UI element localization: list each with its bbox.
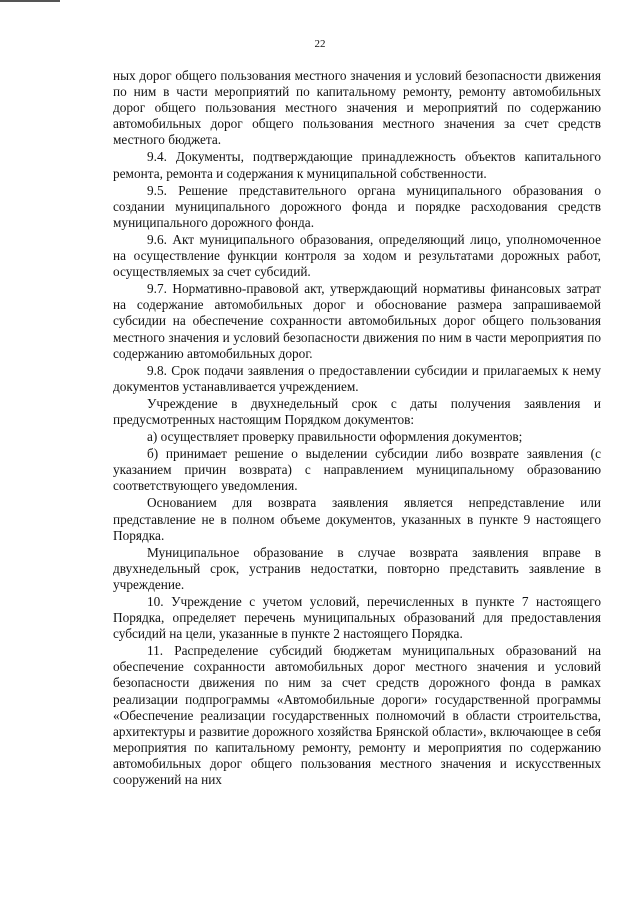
paragraph: Учреждение в двухнедельный срок с даты получения заявления и предусмотренных настоящим Порядком документов: — [113, 395, 601, 427]
paragraph: Муниципальное образование в случае возврата заявления вправе в двухнедельный срок, устранив недостатки, повторно представить заявление в учреждение. — [113, 544, 601, 592]
paragraph: ных дорог общего пользования местного значения и условий безопасности движения по ним в части мероприятий по капитальному ремонту, ремонту автомобильных дорог общего пользования местного значения и мероприятий по содержанию автомобильных дорог общего пользования местного значения за счет средств местного бюджета. — [113, 68, 601, 148]
paragraph: Основанием для возврата заявления является непредставление или представление не в полном объеме документов, указанных в пункте 9 настоящего Порядка. — [113, 495, 601, 543]
paragraph: 9.6. Акт муниципального образования, определяющий лицо, уполномоченное на осуществление функции контроля за ходом и результатами дорожных работ, осуществляемых за счет субсидий. — [113, 231, 601, 280]
page-number: 22 — [314, 38, 326, 50]
paragraph: 9.7. Нормативно-правовой акт, утверждающий нормативы финансовых затрат на содержание автомобильных дорог и обоснование размера запрашиваемой субсидии на обеспечение сохранности автомобильных дорог общего пользования местного значения и условий безопасности движения по ним в части мероприятия по содержанию автомобильных дорог. — [113, 281, 601, 361]
document-body — [113, 68, 601, 789]
paragraph: б) принимает решение о выделении субсидии либо возврате заявления (с указанием причин возврата) с направлением муниципальному образованию соответствующего уведомления. — [113, 446, 601, 494]
paragraph: а) осуществляет проверку правильности оформления документов; — [147, 429, 523, 445]
paragraph: 9.4. Документы, подтверждающие принадлежность объектов капитального ремонта, ремонта и содержания к муниципальной собственности. — [113, 149, 601, 181]
paragraph: 11. Распределение субсидий бюджетам муниципальных образований на обеспечение сохранности автомобильных дорог местного значения и условий безопасности движения по ним за счет средств дорожного фонда в рамках реализации подпрограммы «Автомобильные дороги» государственной программы «Обеспечение реализации государственных полномочий в области строительства, архитектуры и развитие дорожного хозяйства Брянской области», включающее в себя мероприятия по капитальному ремонту, ремонту и мероприятия по содержанию автомобильных дорог общего пользования местного значения и искусственных сооружений на них — [113, 643, 601, 788]
paragraph: 9.5. Решение представительного органа муниципального образования о создании муниципального дорожного фонда и порядке расходования средств муниципального дорожного фонда. — [113, 182, 601, 230]
paragraph: 10. Учреждение с учетом условий, перечисленных в пункте 7 настоящего Порядка, определяет перечень муниципальных образований для предоставления субсидий на цели, указанные в пункте 2 настоящего Порядка. — [113, 594, 601, 642]
scan-edge-mark — [0, 0, 60, 2]
paragraph: 9.8. Срок подачи заявления о предоставлении субсидии и прилагаемых к нему документов устанавливается учреждением. — [113, 362, 601, 394]
